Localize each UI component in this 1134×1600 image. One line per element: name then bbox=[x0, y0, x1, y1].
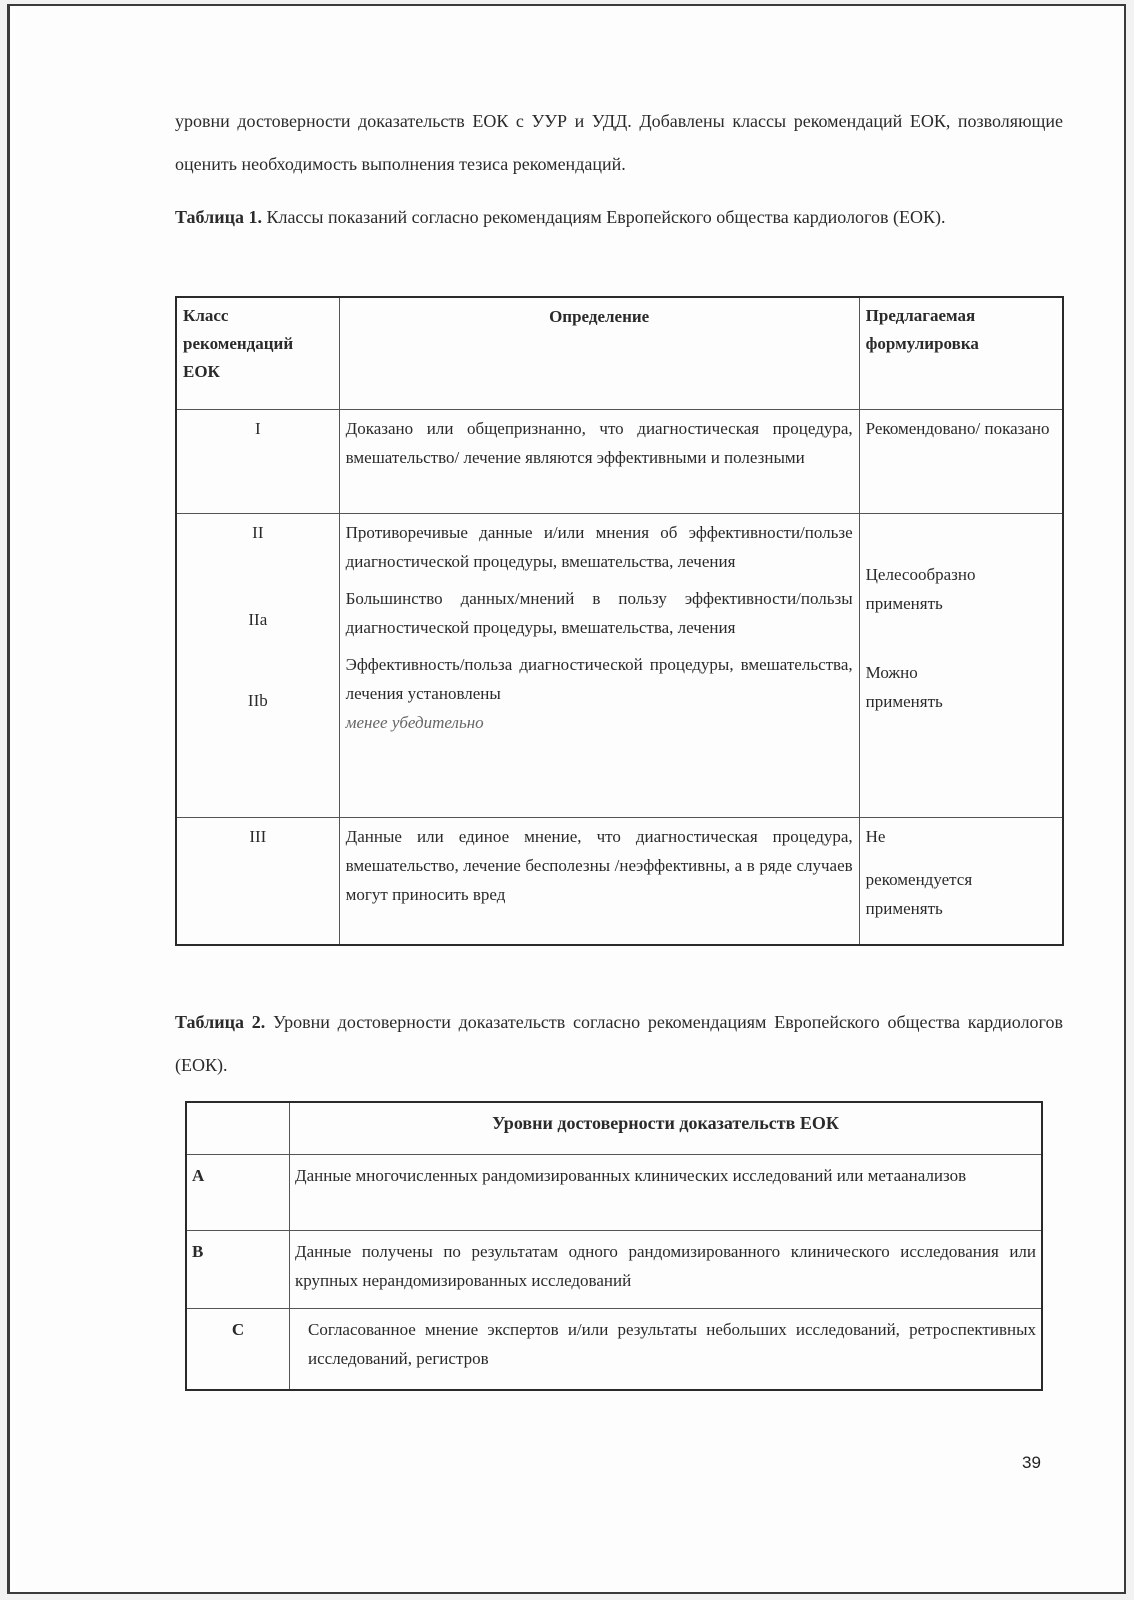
definition-text: Противоречивые данные и/или мнения об эффективности/пользе диагностической процедуры, вмешательства, лечения bbox=[345, 522, 853, 571]
table-row bbox=[186, 1308, 1042, 1390]
table-row bbox=[176, 817, 1063, 945]
table-row bbox=[176, 513, 1063, 817]
wording-cell bbox=[859, 513, 1063, 817]
class-cell bbox=[176, 513, 339, 817]
wording-text: Не bbox=[865, 826, 886, 846]
level-cell: A bbox=[186, 1154, 290, 1230]
level-cell: C bbox=[186, 1308, 290, 1390]
wording-text: Можно применять bbox=[865, 662, 943, 711]
definition-cell bbox=[339, 409, 859, 513]
page-number: 39 bbox=[1022, 1453, 1041, 1472]
table2-caption bbox=[175, 1001, 1063, 1087]
class-label: IIb bbox=[247, 690, 268, 710]
table1-header-row bbox=[176, 297, 1063, 409]
level-cell: B bbox=[186, 1230, 290, 1308]
level-description-cell bbox=[290, 1154, 1043, 1230]
intro-line-1: уровни достоверности доказательств ЕОК с УУР и УДД. Добавлены классы рекомендаций bbox=[175, 111, 903, 131]
level-description-cell bbox=[290, 1308, 1043, 1390]
definition-text-italic: менее убедительно bbox=[345, 712, 484, 732]
level-description: Данные получены по результатам одного рандомизированного клинического исследования или крупных нерандомизированных исследований bbox=[295, 1241, 1036, 1290]
evidence-levels-table bbox=[185, 1101, 1043, 1391]
definition-cell bbox=[339, 817, 859, 945]
class-cell: III bbox=[176, 817, 339, 945]
intro-line-2: ЕОК, позволяющие оценить необходимость выполнения тезиса рекомендаций. bbox=[175, 111, 1064, 174]
wording-text: рекомендуется применять bbox=[865, 869, 973, 918]
table2-caption-text: Уровни достоверности доказательств согласно рекомендациям Европейского общества кардиологов (ЕОК). bbox=[175, 1012, 1063, 1075]
class-label: IIa bbox=[248, 609, 268, 629]
table-row bbox=[186, 1230, 1042, 1308]
level-description: Данные многочисленных рандомизированных клинических исследований или метаанализов bbox=[295, 1165, 967, 1185]
definition-text: Эффективность/польза диагностической процедуры, вмешательства, лечения установлены bbox=[345, 654, 853, 703]
level-description: Согласованное мнение экспертов и/или результаты небольших исследований, ретроспективных исследований, регистров bbox=[308, 1319, 1036, 1368]
wording-cell bbox=[859, 817, 1063, 945]
table1-header-wording: Предлагаемая формулировка bbox=[859, 297, 1063, 409]
definition-text: Доказано или общепризнанно, что диагностическая процедура, вмешательство/ лечение являются эффективными и полезными bbox=[345, 418, 853, 467]
wording-cell: Рекомендовано/ показано bbox=[859, 409, 1063, 513]
definition-text: Данные или единое мнение, что диагностическая процедура, вмешательство, лечение бесполезны /неэффективны, а в ряде случаев могут приносить вред bbox=[345, 826, 853, 904]
class-label: II bbox=[252, 522, 264, 542]
wording-text: Целесообразно применять bbox=[865, 564, 976, 613]
table1-caption bbox=[175, 196, 1063, 239]
table-row bbox=[176, 409, 1063, 513]
table2-caption-label: Таблица 2. bbox=[175, 1012, 266, 1032]
table1-header-definition: Определение bbox=[339, 297, 859, 409]
table2-header-row bbox=[186, 1102, 1042, 1154]
document-page bbox=[7, 4, 1126, 1594]
level-description-cell bbox=[290, 1230, 1043, 1308]
recommendation-classes-table bbox=[175, 296, 1064, 946]
table1-caption-text: Классы показаний согласно рекомендациям Европейского общества кардиологов (ЕОК). bbox=[266, 207, 946, 227]
definition-text: Большинство данных/мнений в пользу эффективности/пользы диагностической процедуры, вмешательства, лечения bbox=[345, 588, 853, 637]
table1-caption-label: Таблица 1. bbox=[175, 207, 262, 227]
table1-header-class: Класс рекомендаций ЕОК bbox=[176, 297, 339, 409]
class-cell: I bbox=[176, 409, 339, 513]
intro-paragraph bbox=[175, 100, 1063, 186]
table2-header-title: Уровни достоверности доказательств ЕОК bbox=[290, 1102, 1043, 1154]
definition-cell bbox=[339, 513, 859, 817]
table-row bbox=[186, 1154, 1042, 1230]
table2-header-empty bbox=[186, 1102, 290, 1154]
